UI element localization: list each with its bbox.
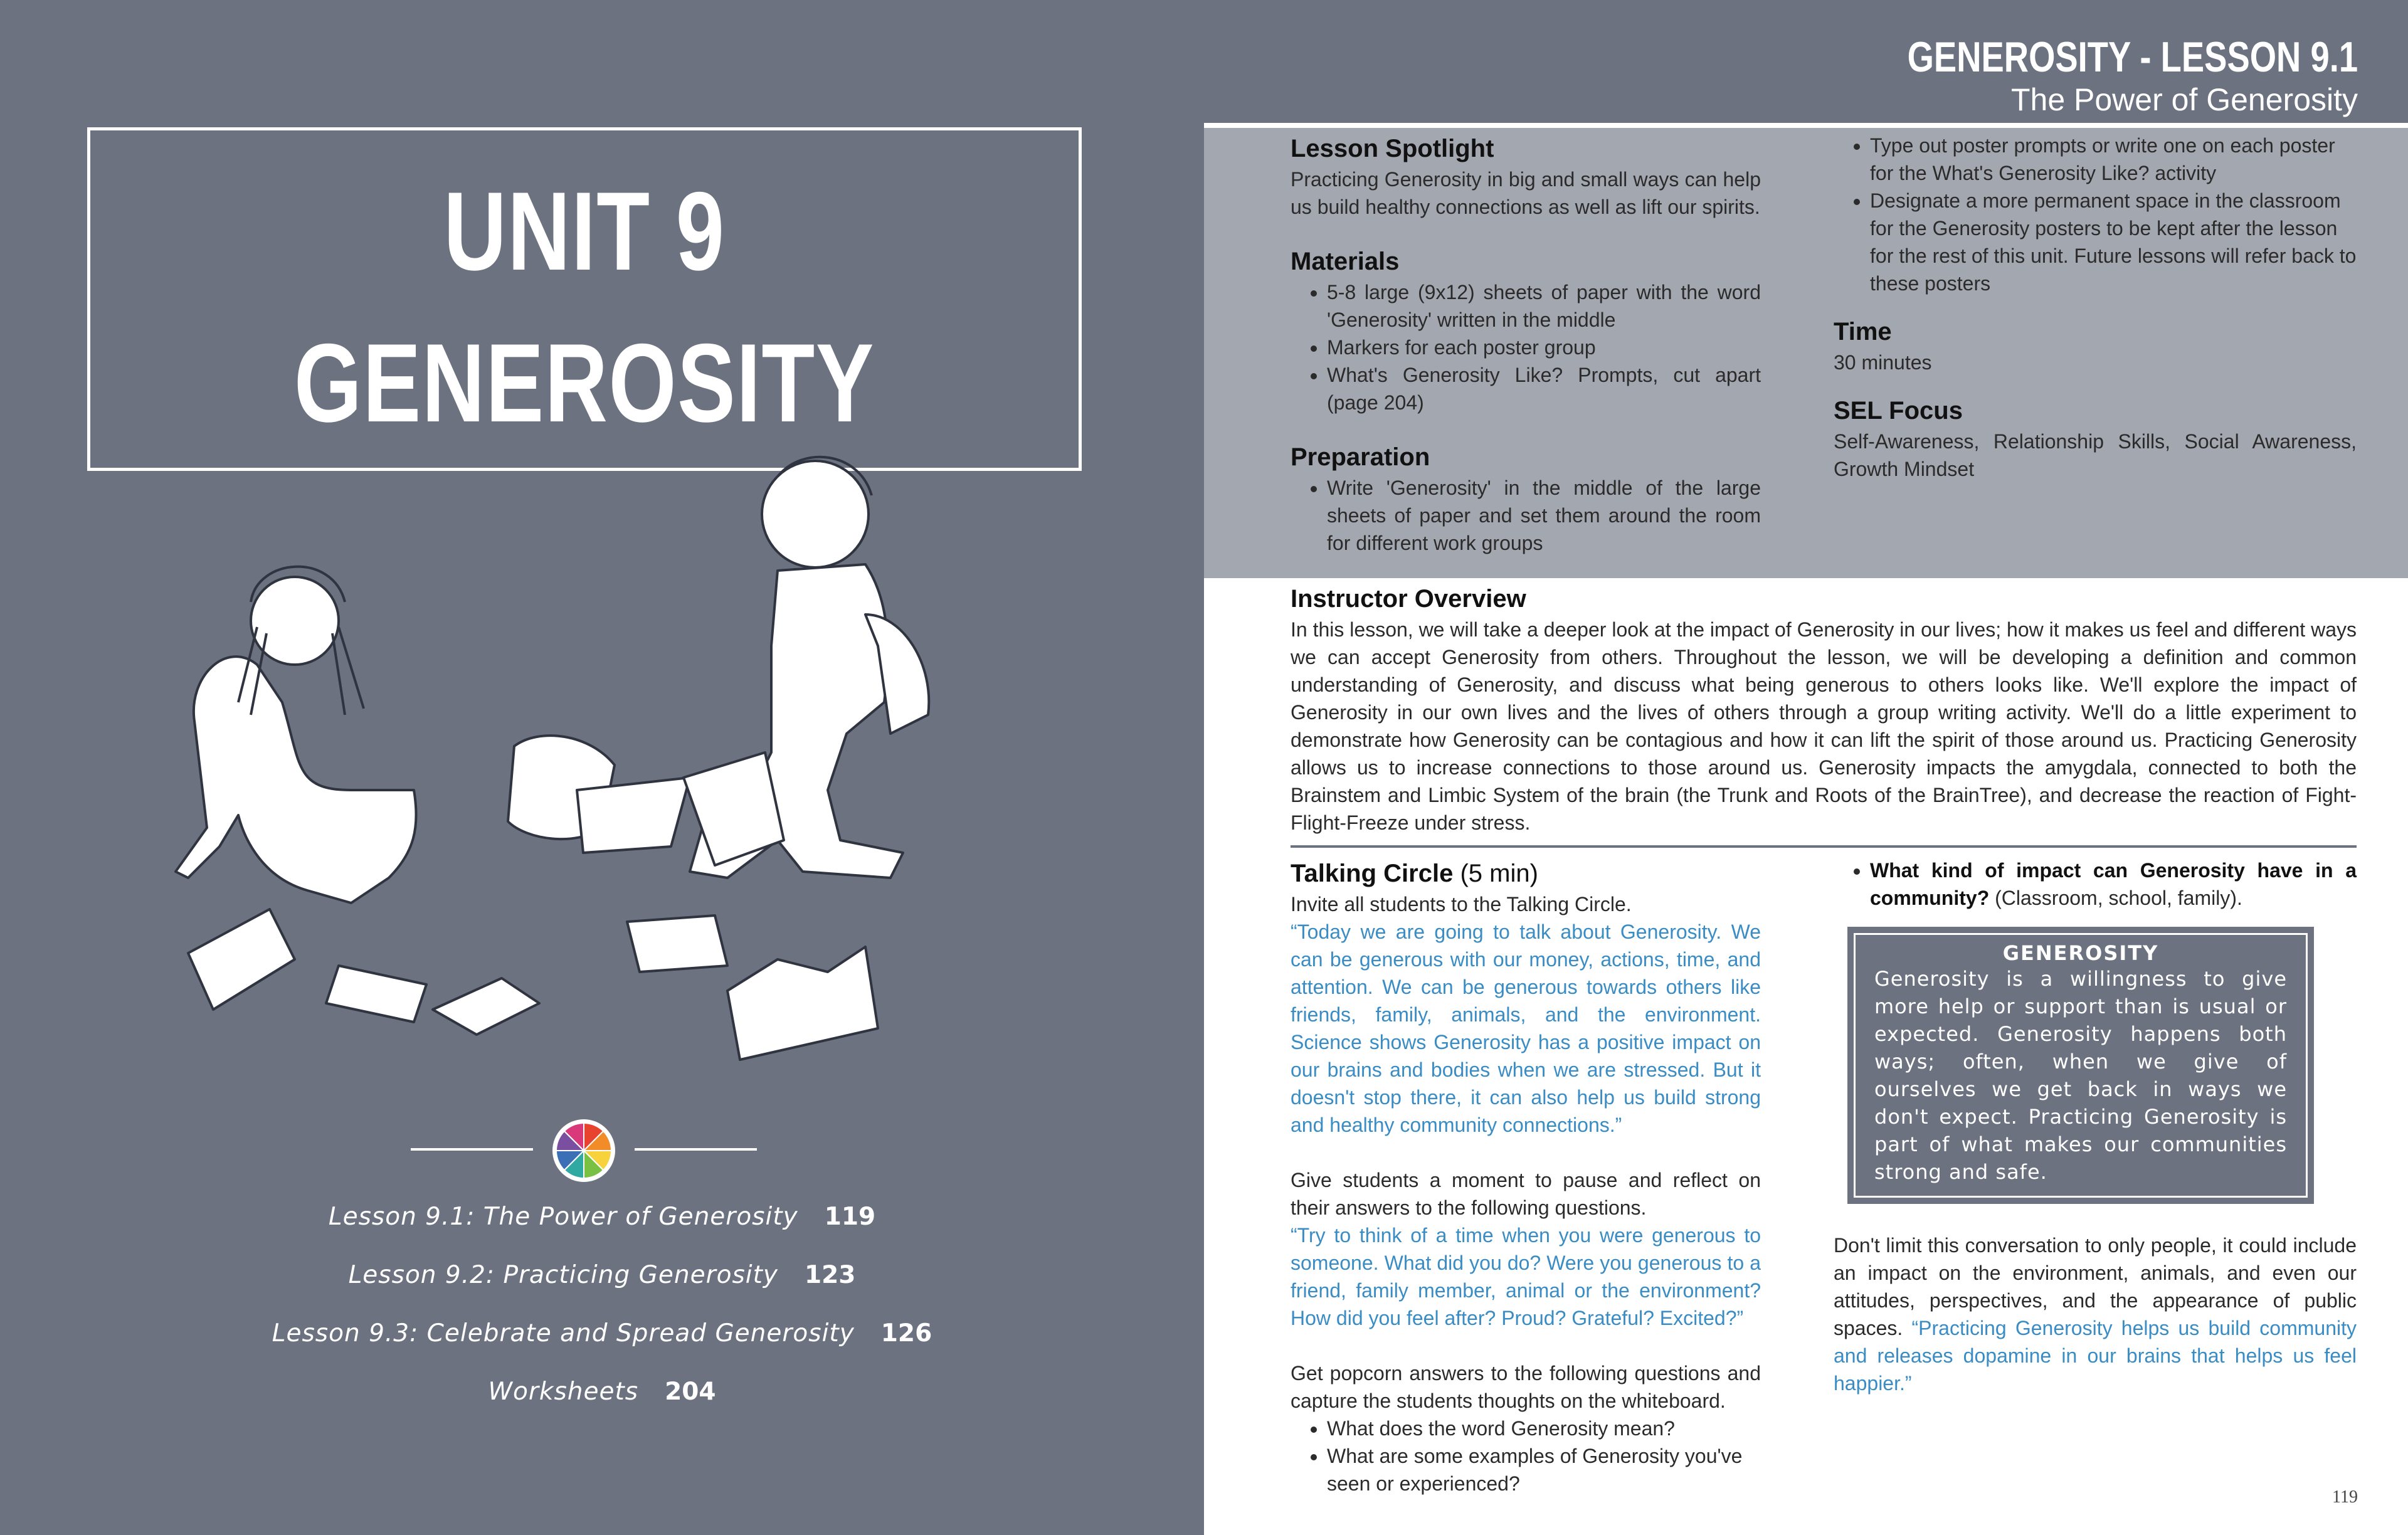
toc-item-lesson-9-2[interactable] xyxy=(0,1261,1204,1289)
quote-2: “Try to think of a time when you were generous to someone. What did you do? Were you generous to a friend, family member, animal or the environment? How did you feel after? Proud? Grateful? Excited?” xyxy=(1291,1224,1761,1329)
book-6 xyxy=(627,915,727,972)
time-title: Time xyxy=(1834,318,1892,346)
overview-title: Instructor Overview xyxy=(1291,585,1526,613)
toc-label: Worksheets xyxy=(488,1378,639,1406)
talking-circle-intro: Invite all students to the Talking Circle. xyxy=(1291,893,1632,915)
lesson-subheading: The Power of Generosity xyxy=(2010,82,2358,117)
lesson-heading: GENEROSITY - LESSON 9.1 xyxy=(1907,33,2358,81)
definition-title: GENEROSITY xyxy=(2002,941,2159,965)
toc-label: Lesson 9.3: Celebrate and Spread Generosity xyxy=(272,1319,855,1348)
book-5 xyxy=(433,978,539,1035)
unit-subtitle: GENEROSITY xyxy=(294,320,875,445)
unit-title-box xyxy=(87,127,1082,471)
quote-1: “Today we are going to talk about Generosity. We can be generous with our money, actions, time, and attention. We can be generous towards others like friends, family, animals, and the environment. Science shows Generosity has a positive impact on our brains and bodies when we are stressed. But it doesn't stop there, it can also help us build strong and healthy community connections.” xyxy=(1291,920,1761,1136)
talking-circle-duration: (5 min) xyxy=(1460,860,1538,887)
list-item: • What does the word Generosity mean? xyxy=(1327,1415,1761,1442)
overview-text: In this lesson, we will take a deeper look at the impact of Generosity in our lives; how it makes us feel and different ways we can accept Generosity from others. Throughout the lesson, we will be developing a definition and common understanding of Generosity, and discuss what being generous to others looks like. We'll explore the impact of Generosity in our own lives and the lives of others through a group writing activity. We'll do a little experiment to demonstrate how Generosity can be contagious and how it can lift the spirit of those around us. Practicing Generosity allows us to increase connections to those around us. Generosity impacts the amygdala, connected to both the Brainstem and Limbic System of the brain (the Trunk and Roots of the BrainTree), and decrease the reaction of Fight-Flight-Freeze under stress. xyxy=(1291,618,2357,834)
lesson-header xyxy=(1204,0,2408,123)
preparation-list-continued xyxy=(1834,132,2357,297)
question-3-rest: (Classroom, school, family). xyxy=(1989,887,2242,909)
question-list-continued xyxy=(1834,857,2357,912)
definition-text: Generosity is a willingness to give more help or support than is usual or expected. Generosity happens both ways; often, when we give of ourselves we get back in ways we don't expect. Practicing Generosity is part of what makes our communities strong and safe. xyxy=(1874,967,2287,1184)
spotlight-text: Practicing Generosity in big and small ways can help us build healthy connections as well as lift our spirits. xyxy=(1291,168,1761,218)
reflection-prompt: Give students a moment to pause and reflect on their answers to the following questions. xyxy=(1291,1169,1761,1219)
materials-list xyxy=(1291,278,1761,416)
instructor-overview xyxy=(1291,582,2357,836)
book-7 xyxy=(727,947,878,1060)
header-rule xyxy=(1204,123,2408,128)
toc-label: Lesson 9.1: The Power of Generosity xyxy=(328,1203,798,1231)
closing-text-body: Don't limit this conversation to only people, it could include an impact on the environment, animals, and even our attitudes, perspectives, and the appearance of public spaces. xyxy=(1834,1234,2357,1339)
list-item: • Write 'Generosity' in the middle of the large sheets of paper and set them around the room for different work groups xyxy=(1327,474,1761,557)
talking-circle-heading: Talking Circle xyxy=(1291,860,1454,887)
unit-title: UNIT 9 xyxy=(443,169,726,293)
talking-circle-left-column xyxy=(1291,857,1761,1497)
color-wheel-icon xyxy=(552,1119,616,1183)
section-divider xyxy=(1291,845,2357,848)
toc-item-worksheets[interactable] xyxy=(0,1378,1204,1406)
divider-left xyxy=(411,1148,533,1151)
children-with-books-illustration xyxy=(150,439,1091,1079)
list-item xyxy=(1870,857,2357,912)
sel-focus-title: SEL Focus xyxy=(1834,397,1963,425)
girl-figure xyxy=(176,657,416,903)
question-list xyxy=(1291,1415,1761,1497)
spotlight-title: Lesson Spotlight xyxy=(1291,135,1494,162)
divider-right xyxy=(635,1148,757,1151)
summary-right-column xyxy=(1834,132,2357,483)
list-item: • Markers for each poster group xyxy=(1327,334,1761,361)
book-3 xyxy=(188,909,295,1010)
boy-head xyxy=(762,461,869,567)
talking-circle-title xyxy=(1291,857,1761,890)
closing-quote: “Practicing Generosity helps us build community and releases dopamine in our brains that helps us feel happier.” xyxy=(1834,1317,2357,1395)
toc-item-lesson-9-1[interactable] xyxy=(0,1203,1204,1231)
talking-circle-right-column xyxy=(1834,857,2357,1397)
toc-label: Lesson 9.2: Practicing Generosity xyxy=(348,1261,778,1289)
preparation-list xyxy=(1291,474,1761,557)
preparation-title: Preparation xyxy=(1291,443,1430,471)
list-item: • Type out poster prompts or write one on each poster for the What's Generosity Like? activity xyxy=(1870,132,2357,187)
toc-page: 204 xyxy=(665,1378,716,1406)
time-text: 30 minutes xyxy=(1834,351,1932,374)
sel-focus-text: Self-Awareness, Relationship Skills, Social Awareness, Growth Mindset xyxy=(1834,430,2357,480)
generosity-definition-box xyxy=(1847,927,2314,1204)
toc-page: 123 xyxy=(805,1261,856,1289)
book-1 xyxy=(577,778,690,853)
toc-page: 119 xyxy=(824,1203,876,1231)
closing-text xyxy=(1834,1232,2357,1397)
list-item: • What's Generosity Like? Prompts, cut apart (page 204) xyxy=(1327,361,1761,416)
toc-item-lesson-9-3[interactable] xyxy=(0,1319,1204,1348)
right-page xyxy=(1204,0,2408,1535)
materials-title: Materials xyxy=(1291,248,1400,275)
list-item: • What are some examples of Generosity you've seen or experienced? xyxy=(1327,1442,1761,1497)
toc-page: 126 xyxy=(880,1319,932,1348)
book-4 xyxy=(326,966,426,1022)
popcorn-prompt: Get popcorn answers to the following questions and capture the students thoughts on the whiteboard. xyxy=(1291,1362,1761,1412)
page-number: 119 xyxy=(2332,1487,2358,1507)
list-item: • Designate a more permanent space in the classroom for the Generosity posters to be kept after the lesson for the rest of this unit. Future lessons will refer back to these posters xyxy=(1870,187,2357,297)
summary-left-column xyxy=(1291,132,1761,557)
question-3-bold: What kind of impact can Generosity have in a community? xyxy=(1870,859,2357,909)
list-item: • 5-8 large (9x12) sheets of paper with the word 'Generosity' written in the middle xyxy=(1327,278,1761,334)
